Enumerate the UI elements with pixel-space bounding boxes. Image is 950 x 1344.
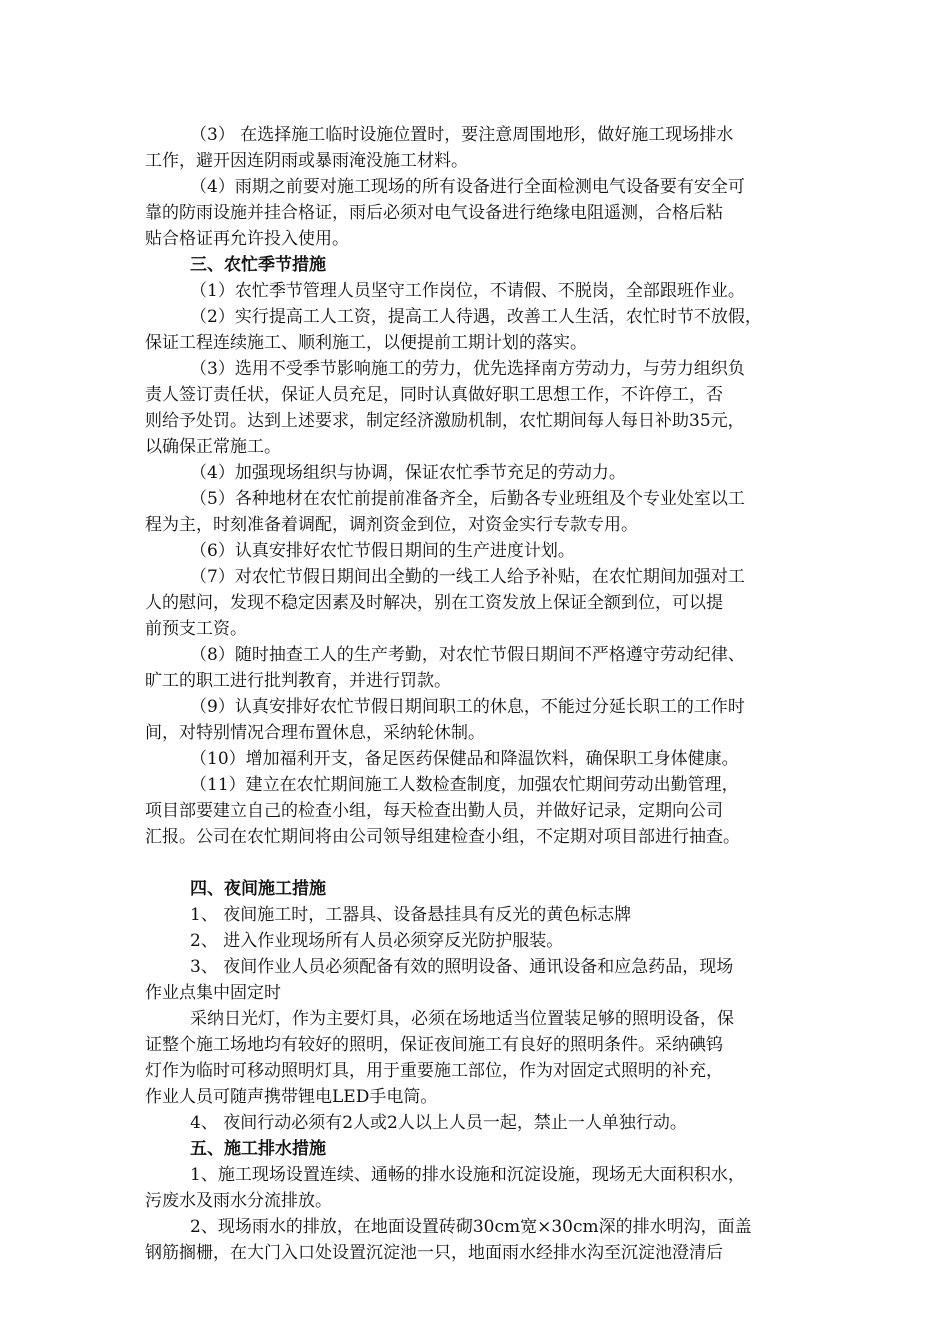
paragraph-line: 钢筋搁栅，在大门入口处设置沉淀池一只，地面雨水经排水沟至沉淀池澄清后 <box>145 1243 723 1263</box>
paragraph-line: 1、 夜间施工时，工器具、设备悬挂具有反光的黄色标志牌 <box>190 905 632 925</box>
section-heading: 三、农忙季节措施 <box>190 255 326 275</box>
paragraph-line: （2）实行提高工人工资，提高工人待遇，改善工人生活，农忙时节不放假， <box>190 307 762 327</box>
paragraph-line: 证整个施工场地均有较好的照明，保证夜间施工有良好的照明条件。采纳碘钨 <box>145 1035 723 1055</box>
paragraph-line: 程为主，时刻准备着调配，调剂资金到位，对资金实行专款专用。 <box>145 515 638 535</box>
paragraph-line: 靠的防雨设施并挂合格证，雨后必须对电气设备进行绝缘电阻遥测，合格后粘 <box>145 203 723 223</box>
paragraph-line: 2、现场雨水的排放，在地面设置砖砌30cm宽×30cm深的排水明沟，面盖 <box>190 1217 752 1237</box>
paragraph-line: 汇报。公司在农忙期间将由公司领导组建检查小组，不定期对项目部进行抽查。 <box>145 827 740 847</box>
blank-line <box>145 850 821 876</box>
paragraph-line: （3）选用不受季节影响施工的劳力，优先选择南方劳动力，与劳力组织负 <box>190 359 745 379</box>
paragraph-line: 间，对特别情况合理布置休息，采纳轮休制。 <box>145 723 485 743</box>
paragraph-line: （10）增加福利开支，备足医药保健品和降温饮料，确保职工身体健康。 <box>190 749 739 769</box>
paragraph-line: （7）对农忙节假日期间出全勤的一线工人给予补贴，在农忙期间加强对工 <box>190 567 745 587</box>
paragraph-line: 则给予处罚。达到上述要求，制定经济激励机制，农忙期间每人每日补助35元， <box>145 411 745 431</box>
paragraph-line: 采纳日光灯，作为主要灯具，必须在场地适当位置装足够的照明设备，保 <box>190 1009 734 1029</box>
paragraph-line: 2、 进入作业现场所有人员必须穿反光防护服装。 <box>190 931 564 951</box>
paragraph-line: 1、施工现场设置连续、通畅的排水设施和沉淀设施，现场无大面积积水， <box>190 1165 745 1185</box>
paragraph-line: （4）雨期之前要对施工现场的所有设备进行全面检测电气设备要有安全可 <box>190 177 745 197</box>
paragraph-line: 旷工的职工进行批判教育，并进行罚款。 <box>145 671 451 691</box>
paragraph-line: （8）随时抽查工人的生产考勤，对农忙节假日期间不严格遵守劳动纪律、 <box>190 645 745 665</box>
paragraph-line: 灯作为临时可移动照明灯具，用于重要施工部位，作为对固定式照明的补充， <box>145 1061 723 1081</box>
section-heading: 四、夜间施工措施 <box>190 879 326 899</box>
paragraph-line: （6）认真安排好农忙节假日期间的生产进度计划。 <box>190 541 575 561</box>
paragraph-line: （1）农忙季节管理人员坚守工作岗位，不请假、不脱岗，全部跟班作业。 <box>190 281 745 301</box>
paragraph-line: （5）各种地材在农忙前提前准备齐全，后勤各专业班组及个专业处室以工 <box>190 489 745 509</box>
paragraph-line: （9）认真安排好农忙节假日期间职工的休息，不能过分延长职工的工作时 <box>190 697 745 717</box>
paragraph-line: 保证工程连续施工、顺利施工，以便提前工期计划的落实。 <box>145 333 587 353</box>
document-page <box>145 122 821 1266</box>
section-heading: 五、施工排水措施 <box>190 1139 326 1159</box>
paragraph-line: 作业人员可随声携带锂电LED手电筒。 <box>145 1087 438 1107</box>
paragraph-line: 工作，避开因连阴雨或暴雨淹没施工材料。 <box>145 151 468 171</box>
paragraph-line: （11）建立在农忙期间施工人数检查制度，加强农忙期间劳动出勤管理， <box>190 775 739 795</box>
paragraph-line: 人的慰问，发现不稳定因素及时解决，别在工资发放上保证全额到位，可以提 <box>145 593 723 613</box>
paragraph-line: （4）加强现场组织与协调，保证农忙季节充足的劳动力。 <box>190 463 626 483</box>
paragraph-line: 4、 夜间行动必须有2人或2人以上人员一起，禁止一人单独行动。 <box>190 1113 687 1133</box>
paragraph-line: 以确保正常施工。 <box>145 437 281 457</box>
paragraph-line: 项目部要建立自己的检查小组，每天检查出勤人员，并做好记录，定期向公司 <box>145 801 723 821</box>
paragraph-line: 污废水及雨水分流排放。 <box>145 1191 332 1211</box>
paragraph-line: 3、 夜间作业人员必须配备有效的照明设备、通讯设备和应急药品，现场 <box>190 957 734 977</box>
paragraph-line: 前预支工资。 <box>145 619 247 639</box>
paragraph-line: 责人签订责任状，保证人员充足，同时认真做好职工思想工作，不许停工，否 <box>145 385 723 405</box>
paragraph-line: 贴合格证再允许投入使用。 <box>145 229 349 249</box>
paragraph-line: 作业点集中固定时 <box>145 983 281 1003</box>
paragraph-line: （3） 在选择施工临时设施位置时，要注意周围地形，做好施工现场排水 <box>190 125 734 145</box>
